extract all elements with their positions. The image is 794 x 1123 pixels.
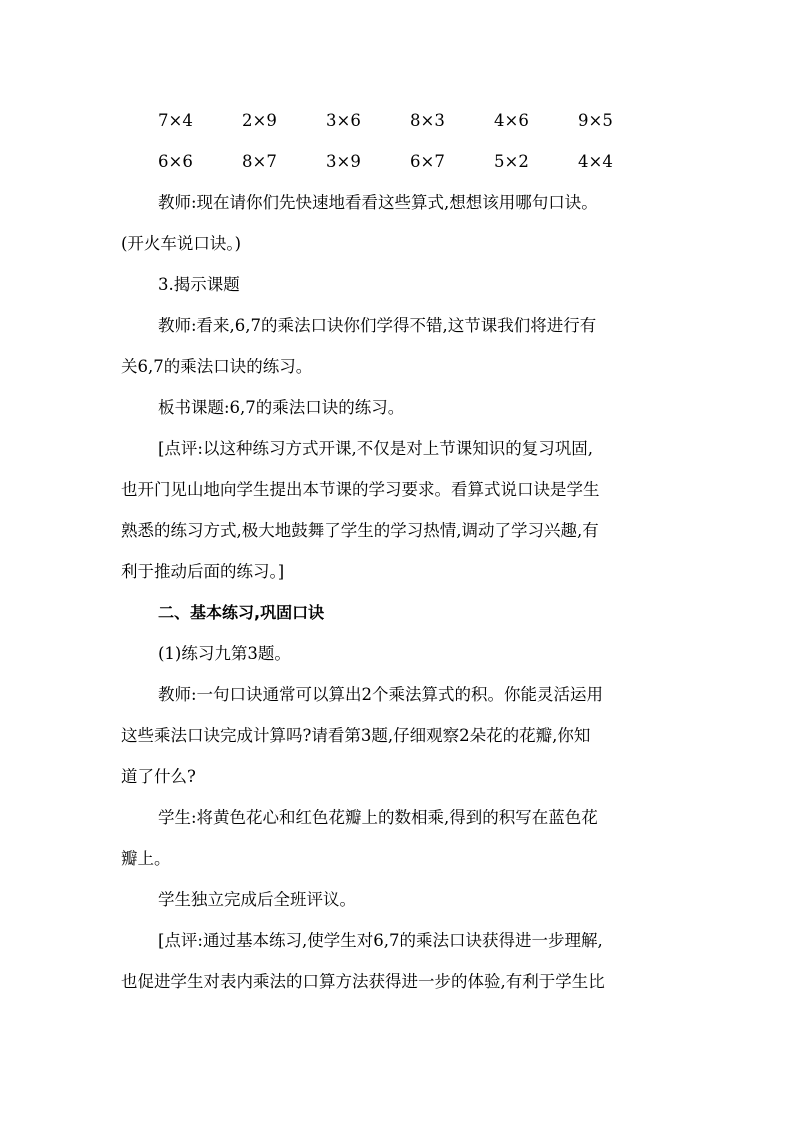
expression: 7×4: [158, 111, 193, 130]
student-line: 学生:将黄色花心和红色花瓣上的数相乘,得到的积写在蓝色花: [158, 808, 598, 827]
expression: 8×7: [242, 152, 277, 171]
comment-continuation: 利于推动后面的练习。]: [121, 562, 285, 581]
continuation-line: 这些乘法口诀完成计算吗?请看第3题,仔细观察2朵花的花瓣,你知: [121, 726, 591, 745]
expression: 2×9: [242, 111, 277, 130]
comment-continuation: 熟悉的练习方式,极大地鼓舞了学生的学习热情,调动了学习兴趣,有: [121, 521, 599, 540]
expression: 6×6: [158, 152, 193, 171]
document-body: [121, 100, 681, 1002]
continuation-line: 关6,7的乘法口诀的练习。: [121, 357, 313, 376]
teacher-line: 教师:一句口诀通常可以算出2个乘法算式的积。你能灵活运用: [158, 685, 604, 704]
comment-continuation: 也开门见山地向学生提出本节课的学习要求。看算式说口诀是学生: [121, 480, 600, 499]
teacher-line: 教师:现在请你们先快速地看看这些算式,想想该用哪句口诀。: [158, 193, 598, 212]
math-row-1: [121, 100, 681, 141]
expression: 8×3: [410, 111, 445, 130]
expression: 3×9: [326, 152, 361, 171]
comment-continuation: 也促进学生对表内乘法的口算方法获得进一步的体验,有利于学生比: [121, 972, 605, 991]
expression: 4×4: [578, 152, 613, 171]
exercise-line: (1)练习九第3题。: [158, 644, 291, 663]
section-heading: 3.揭示课题: [158, 275, 240, 294]
expression: 5×2: [494, 152, 529, 171]
activity-line: 学生独立完成后全班评议。: [158, 890, 356, 909]
blackboard-title-line: 板书课题:6,7的乘法口诀的练习。: [158, 398, 405, 417]
math-row-2: [121, 141, 681, 182]
comment-line: [点评:通过基本练习,使学生对6,7的乘法口诀获得进一步理解,: [158, 931, 603, 950]
expression: 6×7: [410, 152, 445, 171]
teacher-line: 教师:看来,6,7的乘法口诀你们学得不错,这节课我们将进行有: [158, 316, 597, 335]
expression: 9×5: [578, 111, 613, 130]
comment-line: [点评:以这种练习方式开课,不仅是对上节课知识的复习巩固,: [158, 439, 593, 458]
expression: 3×6: [326, 111, 361, 130]
continuation-line: 瓣上。: [121, 849, 171, 868]
continuation-line: 道了什么?: [121, 767, 196, 786]
note-line: (开火车说口诀。): [121, 234, 242, 253]
expression: 4×6: [494, 111, 529, 130]
section-title: 二、基本练习,巩固口诀: [158, 603, 325, 622]
